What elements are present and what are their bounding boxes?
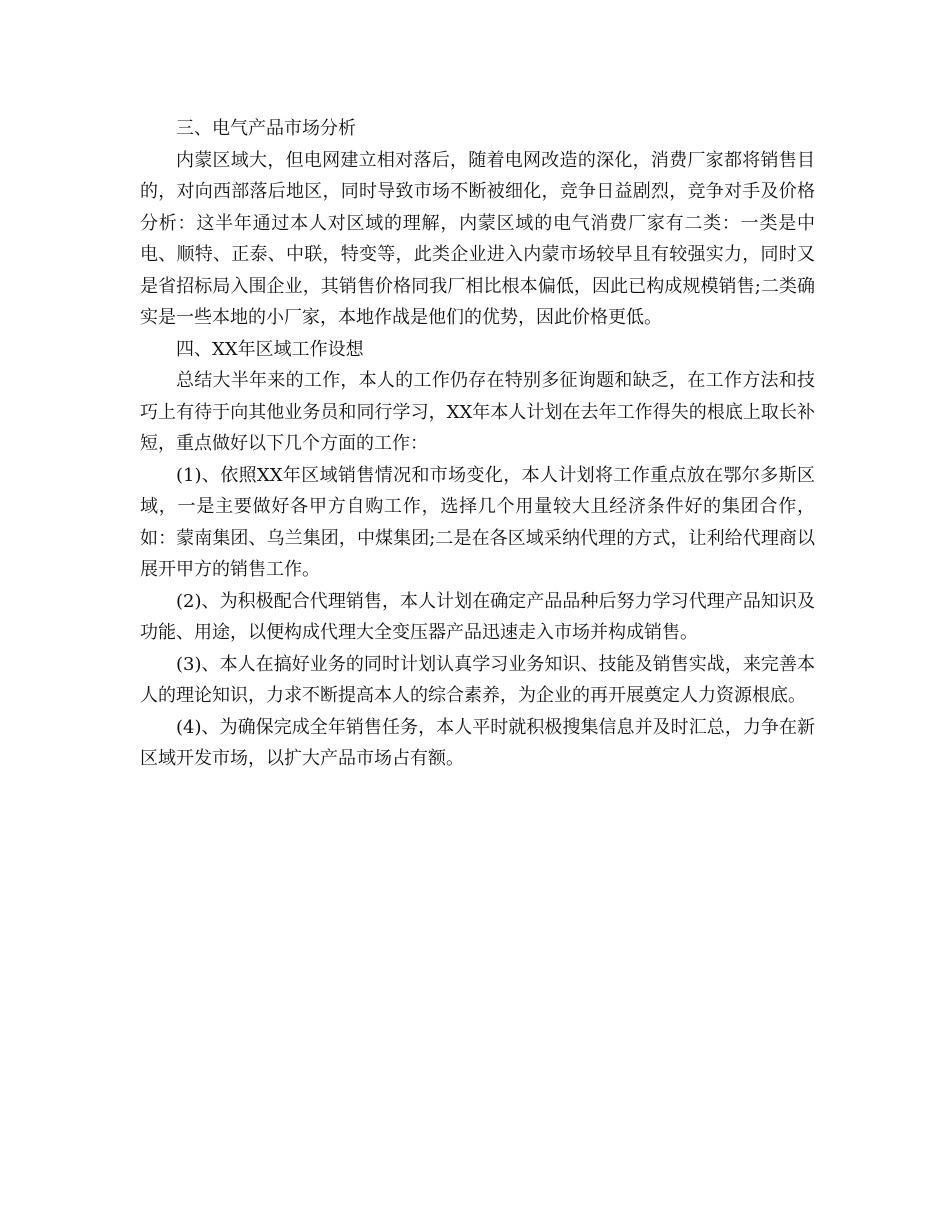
- paragraph-plan-item-4: (4)、为确保完成全年销售任务，本人平时就积极搜集信息并及时汇总，力争在新区域开发市场，以扩大产品市场占有额。: [140, 716, 815, 769]
- section-heading-market-analysis: 三、电气产品市场分析: [176, 118, 356, 139]
- paragraph-market-analysis: 内蒙区域大，但电网建立相对落后，随着电网改造的深化，消费厂家都将销售目的，对向西部落后地区，同时导致市场不断被细化，竞争日益剧烈，竞争对手及价格分析：这半年通过本人对区域的理解，内蒙区域的电气消费厂家有二类：一类是中电、顺特、正泰、中联，特变等，此类企业进入内蒙市场较早且有较强实力，同时又是省招标局入围企业，其销售价格同我厂相比根本偏低，因此已构成规模销售;二类确实是一些本地的小厂家，本地作战是他们的优势，因此价格更低。: [140, 149, 815, 328]
- section-heading-work-plan: 四、XX年区域工作设想: [176, 338, 364, 360]
- paragraph-plan-item-3: (3)、本人在搞好业务的同时计划认真学习业务知识、技能及销售实战，来完善本人的理论知识，力求不断提高本人的综合素养，为企业的再开展奠定人力资源根底。: [140, 653, 815, 706]
- document-page: [140, 113, 815, 775]
- paragraph-plan-item-2: (2)、为积极配合代理销售，本人计划在确定产品品种后努力学习代理产品知识及功能、用途，以便构成代理大全变压器产品迅速走入市场并构成销售。: [140, 590, 815, 643]
- paragraph-plan-item-1: (1)、依照XX年区域销售情况和市场变化，本人计划将工作重点放在鄂尔多斯区域，一是主要做好各甲方自购工作，选择几个用量较大且经济条件好的集团合作，如：蒙南集团、乌兰集团，中煤集团;二是在各区域采纳代理的方式，让利给代理商以展开甲方的销售工作。: [140, 464, 815, 580]
- paragraph-work-summary: 总结大半年来的工作，本人的工作仍存在特别多征询题和缺乏，在工作方法和技巧上有待于向其他业务员和同行学习，XX年本人计划在去年工作得失的根底上取长补短，重点做好以下几个方面的工作：: [140, 370, 815, 454]
